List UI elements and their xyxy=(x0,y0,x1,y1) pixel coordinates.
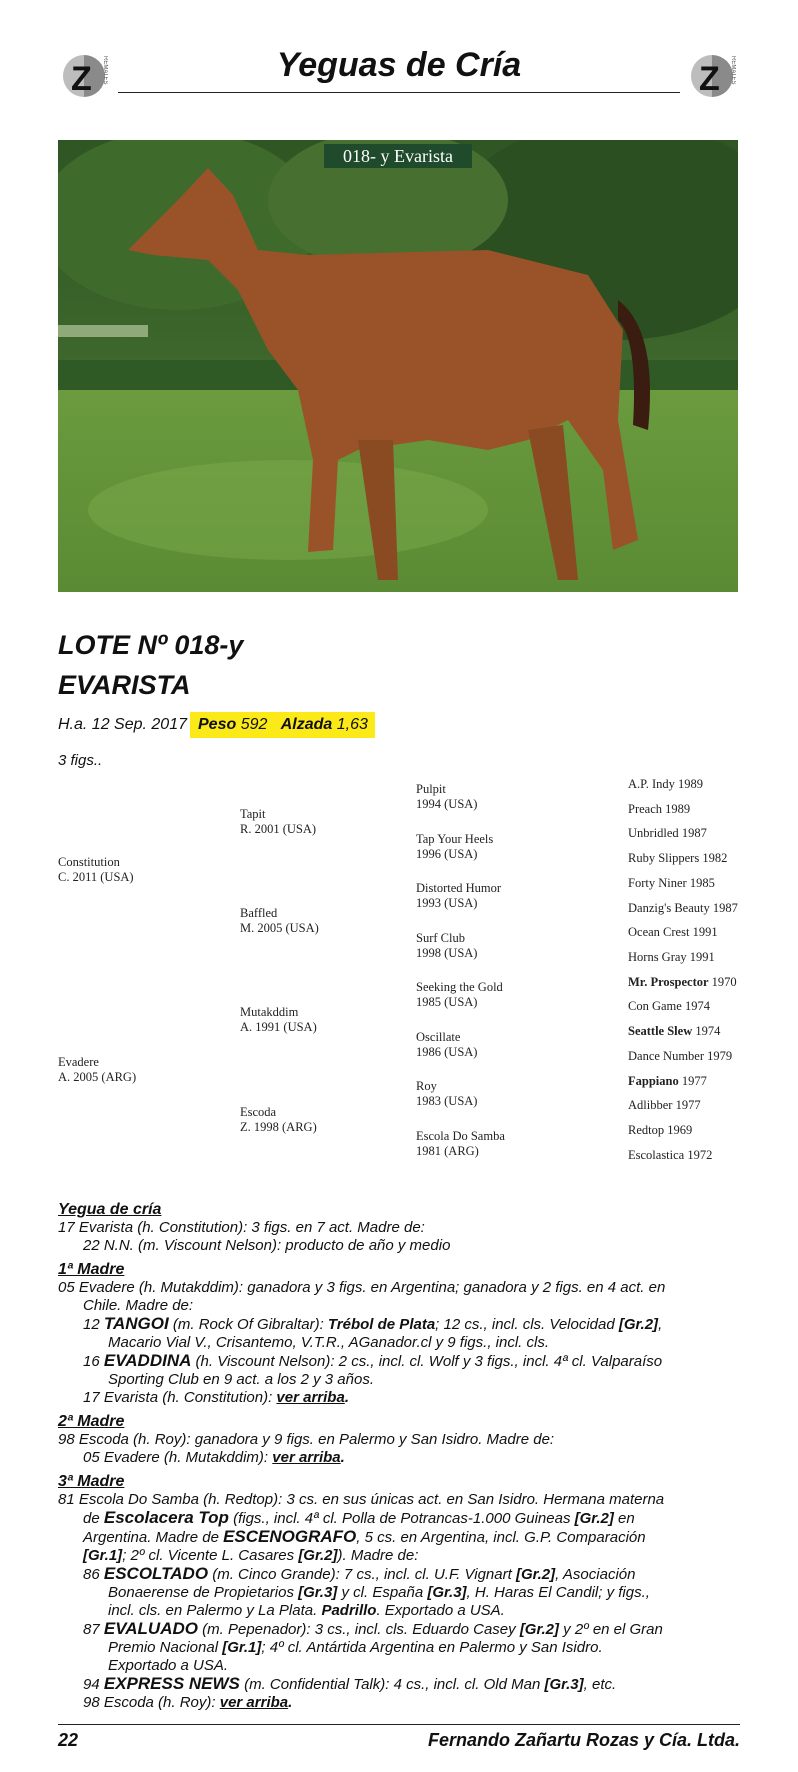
pedigree-gen4 xyxy=(628,1024,720,1039)
pedigree-info: 1993 (USA) xyxy=(416,896,478,910)
pedigree-name: Ruby Slippers xyxy=(628,851,700,865)
pedigree-name: Unbridled xyxy=(628,826,679,840)
pedigree-year: 1987 xyxy=(681,826,707,840)
pedigree-sire xyxy=(58,855,134,885)
pedigree-name: Distorted Humor xyxy=(416,881,502,895)
section-heading: Yegua de cría xyxy=(58,1201,162,1218)
pedigree-gen3 xyxy=(416,931,477,961)
pedigree-year: 1970 xyxy=(711,975,737,989)
pedigree-gen3 xyxy=(416,1129,505,1159)
pedigree-year: 1985 xyxy=(689,876,715,890)
pedigree-name: Constitution xyxy=(58,855,120,869)
logo-letter: Z xyxy=(71,60,92,98)
pedigree-name: Surf Club xyxy=(416,931,465,945)
note-line: 87 EVALUADO (m. Pepenador): 3 cs., incl. cls. Eduardo Casey [Gr.2] y 2º en el Gran Premio Nacional [Gr.1]; 4º cl. Antártida Argentina en Palermo y San Isidro. Exportado a USA. xyxy=(83,1619,663,1674)
pedigree-year: 1977 xyxy=(675,1098,701,1112)
pedigree-name: Danzig's Beauty xyxy=(628,901,710,915)
pedigree-name: Mr. Prospector xyxy=(628,975,709,989)
pedigree-gen2 xyxy=(240,906,319,936)
logo-side-text: REMATES xyxy=(102,56,108,85)
note-line: 86 ESCOLTADO (m. Cinco Grande): 7 cs., incl. cl. U.F. Vignart [Gr.2], Asociación Bonaerense de Propietarios [Gr.3] y cl. España [Gr.3], H. Haras El Candil; y figs., incl. cls. en Palermo y La Plata. Padrillo. Exportado a USA. xyxy=(83,1564,650,1619)
horse-photo-illustration xyxy=(58,140,738,592)
pedigree-year: 1991 xyxy=(692,925,718,939)
note-line: 94 EXPRESS NEWS (m. Confidential Talk): 4 cs., incl. cl. Old Man [Gr.3], etc. xyxy=(83,1674,617,1693)
pedigree-gen4 xyxy=(628,1123,692,1138)
logo-side-text: REMATES xyxy=(730,56,736,85)
pedigree-info: R. 2001 (USA) xyxy=(240,822,317,836)
pedigree-gen3 xyxy=(416,832,493,862)
pedigree-name: Pulpit xyxy=(416,782,446,796)
ver-arriba-link[interactable]: ver arriba xyxy=(276,1389,345,1406)
page-title: Yeguas de Cría xyxy=(276,46,522,84)
pedigree-name: Evadere xyxy=(58,1055,99,1069)
pedigree-info: 1985 (USA) xyxy=(416,995,478,1009)
pedigree-year: 1977 xyxy=(681,1074,707,1088)
note-line: 12 TANGOI (m. Rock Of Gibraltar): Trébol de Plata; 12 cs., incl. cls. Velocidad [Gr.2], Macario Vial V., Crisantemo, V.T.R., AGanador.cl y 9 figs., incl. cls. xyxy=(83,1314,663,1351)
peso-label: Peso xyxy=(198,716,237,733)
pedigree-info: A. 1991 (USA) xyxy=(240,1020,317,1034)
note-line: 81 Escola Do Samba (h. Redtop): 3 cs. en sus únicas act. en San Isidro. Hermana materna de Escolacera Top (figs., incl. 4ª cl. Polla de Potrancas-1.000 Guineas [Gr.2] en Argentina. Madre de ESCENOGRAFO, 5 cs. en Argentina, incl. G.P. Comparación [Gr.1]; 2º cl. Vicente L. Casares [Gr.2]). Madre de: xyxy=(58,1491,665,1564)
pedigree-name: Adlibber xyxy=(628,1098,673,1112)
pedigree-gen3 xyxy=(416,1079,477,1109)
family-notes xyxy=(58,1201,673,1712)
pedigree-gen3 xyxy=(416,782,477,812)
pedigree-name: Roy xyxy=(416,1079,437,1093)
pedigree-name: Escolastica xyxy=(628,1148,685,1162)
pedigree-gen4 xyxy=(628,876,715,891)
pedigree-gen4 xyxy=(628,1049,732,1064)
pedigree-name: Ocean Crest xyxy=(628,925,690,939)
ver-arriba-link[interactable]: ver arriba xyxy=(219,1694,289,1711)
section-heading: 3ª Madre xyxy=(58,1473,125,1490)
weight-height-badge xyxy=(190,712,375,738)
pedigree-year: 1972 xyxy=(687,1148,713,1162)
pedigree-name: Fappiano xyxy=(628,1074,679,1088)
figs-summary: 3 figs.. xyxy=(58,752,103,769)
note-line: 05 Evadere (h. Mutakddim): ver arriba. xyxy=(83,1449,345,1466)
alzada-label: Alzada xyxy=(280,716,333,733)
pedigree-name: Forty Niner xyxy=(628,876,687,890)
pedigree-info: C. 2011 (USA) xyxy=(58,870,134,884)
pedigree-name: Tap Your Heels xyxy=(416,832,494,846)
logo-letter: Z xyxy=(699,60,720,98)
pedigree-gen2 xyxy=(240,1105,317,1135)
horse-name: EVARISTA xyxy=(58,670,191,700)
pedigree-year: 1974 xyxy=(695,1024,721,1038)
pedigree-year: 1969 xyxy=(667,1123,693,1137)
pedigree-name: Seattle Slew xyxy=(628,1024,693,1038)
alzada-value: 1,63 xyxy=(336,716,368,733)
note-line: 05 Evadere (h. Mutakddim): ganadora y 3 figs. en Argentina; ganadora y 2 figs. en 4 act. en Chile. Madre de: xyxy=(58,1279,666,1314)
pedigree-gen4 xyxy=(628,999,710,1014)
pedigree-gen4 xyxy=(628,925,718,940)
pedigree-info: 1983 (USA) xyxy=(416,1094,478,1108)
pedigree-gen3 xyxy=(416,980,503,1010)
pedigree-name: Preach xyxy=(628,802,663,816)
horse-photo xyxy=(58,140,738,592)
lot-number: LOTE Nº 018-y xyxy=(58,630,244,660)
pedigree-name: A.P. Indy xyxy=(628,777,675,791)
section-heading: 2ª Madre xyxy=(58,1413,125,1430)
pedigree-year: 1991 xyxy=(689,950,715,964)
pedigree-name: Seeking the Gold xyxy=(416,980,503,994)
pedigree-gen3 xyxy=(416,1030,477,1060)
pedigree-info: 1994 (USA) xyxy=(416,797,478,811)
pedigree-info: M. 2005 (USA) xyxy=(240,921,319,935)
pedigree-dam xyxy=(58,1055,136,1085)
birth-info: H.a. 12 Sep. 2017 xyxy=(58,716,187,733)
pedigree-gen2 xyxy=(240,1005,317,1035)
pedigree-name: Con Game xyxy=(628,999,682,1013)
pedigree-name: Dance Number xyxy=(628,1049,705,1063)
pedigree-name: Escola Do Samba xyxy=(416,1129,505,1143)
pedigree-info: 1981 (ARG) xyxy=(416,1144,479,1158)
note-line: 16 EVADDINA (h. Viscount Nelson): 2 cs., incl. cl. Wolf y 3 figs., incl. 4ª cl. Valparaíso Sporting Club en 9 act. a los 2 y 3 años. xyxy=(83,1351,663,1388)
pedigree-name: Redtop xyxy=(628,1123,665,1137)
pedigree-name: Mutakddim xyxy=(240,1005,299,1019)
pedigree-year: 1982 xyxy=(702,851,728,865)
pedigree-gen2 xyxy=(240,807,316,837)
note-line: 98 Escoda (h. Roy): ganadora y 9 figs. en Palermo y San Isidro. Madre de: xyxy=(58,1431,555,1448)
pedigree-info: 1998 (USA) xyxy=(416,946,478,960)
pedigree-gen4 xyxy=(628,802,690,817)
company-name: Fernando Zañartu Rozas y Cía. Ltda. xyxy=(427,1730,740,1750)
pedigree-gen4 xyxy=(628,1148,712,1163)
header-divider xyxy=(118,92,680,93)
pedigree-year: 1974 xyxy=(684,999,710,1013)
section-heading: 1ª Madre xyxy=(58,1261,125,1278)
ver-arriba-link[interactable]: ver arriba xyxy=(272,1449,341,1466)
pedigree-year: 1989 xyxy=(665,802,691,816)
zanartu-logo-icon xyxy=(688,52,736,100)
pedigree-gen4 xyxy=(628,975,737,990)
pedigree-gen4 xyxy=(628,1098,701,1113)
pedigree-gen4 xyxy=(628,826,707,841)
pedigree-gen4 xyxy=(628,851,727,866)
pedigree-year: 1987 xyxy=(712,901,738,915)
pedigree-name: Tapit xyxy=(240,807,266,821)
note-line: 17 Evarista (h. Constitution): 3 figs. en 7 act. Madre de: xyxy=(58,1219,425,1236)
pedigree-year: 1989 xyxy=(678,777,704,791)
pedigree-name: Oscillate xyxy=(416,1030,461,1044)
pedigree-name: Baffled xyxy=(240,906,278,920)
note-line: 17 Evarista (h. Constitution): ver arriba. xyxy=(83,1389,349,1406)
note-line: 22 N.N. (m. Viscount Nelson): producto de año y medio xyxy=(83,1237,451,1254)
pedigree-gen4 xyxy=(628,777,703,792)
pedigree-info: A. 2005 (ARG) xyxy=(58,1070,137,1084)
note-line: 98 Escoda (h. Roy): ver arriba. xyxy=(83,1694,293,1711)
photo-caption: 018- y Evarista xyxy=(324,144,472,168)
footer-divider xyxy=(58,1724,740,1725)
pedigree-year: 1979 xyxy=(707,1049,733,1063)
pedigree-name: Horns Gray xyxy=(628,950,687,964)
pedigree-gen4 xyxy=(628,1074,707,1089)
pedigree-info: 1986 (USA) xyxy=(416,1045,478,1059)
page-number: 22 xyxy=(58,1730,79,1750)
pedigree-gen4 xyxy=(628,950,715,965)
pedigree-name: Escoda xyxy=(240,1105,277,1119)
pedigree-gen3 xyxy=(416,881,501,911)
pedigree-info: 1996 (USA) xyxy=(416,847,478,861)
pedigree-info: Z. 1998 (ARG) xyxy=(240,1120,317,1134)
pedigree-gen4 xyxy=(628,901,738,916)
peso-value: 592 xyxy=(240,716,268,733)
